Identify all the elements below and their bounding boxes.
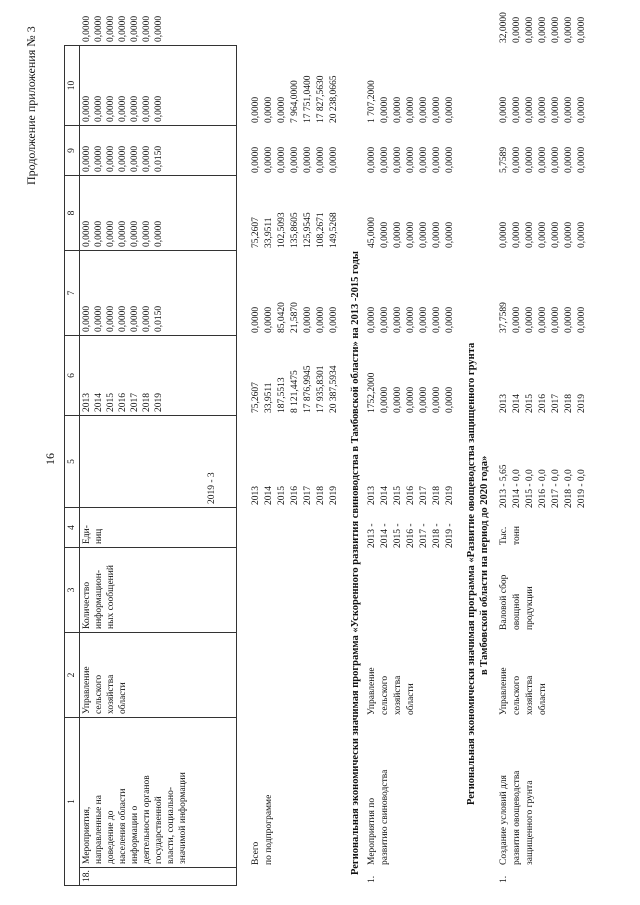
row-number: 1.	[499, 875, 509, 883]
year: 2018	[316, 486, 326, 505]
cell: 0,0000	[445, 306, 455, 333]
col-4: 4	[65, 508, 80, 548]
row18-c7	[80, 176, 237, 251]
cell: 0,0000	[82, 305, 92, 332]
cell: 0,0000	[251, 146, 261, 173]
section1-table	[366, 46, 457, 886]
col-5: 5	[65, 416, 80, 508]
cell: 0,0000	[432, 386, 442, 413]
year: 2016	[538, 394, 548, 413]
line: Еди-	[82, 525, 92, 544]
col-10: 10	[65, 46, 80, 126]
cell: 0,0000	[432, 146, 442, 173]
year: 2018	[432, 486, 442, 505]
page-number: 16	[43, 453, 57, 465]
cell: 149,5268	[329, 212, 339, 248]
line: Управление	[367, 667, 377, 715]
table-row-18: 18. Мероприятия, направленные на доведение до населения области информации о деятельности органов государственной власти, социально- значимой информации Управление сельского хозяйства области Количество информацион- ных сообщений Еди- ниц 2019 - 3 2013 2014 2015 2016 2017 2018 2019 0,0000 0,0000 0,0000 0,0000 0,0000 0,0000 0,0150 0,0000 0,0000 0,0000 0,0000 0,0000 0,0000 0,0000 0,0000 0,0000 0,0000 0,0000 0,0000 0,0000 0,0150 0,0000 0,0000 0,0000 0,0000 0,0000 0,0000 0,0000 0,0000 0,0000 0,0000 0,0000 0,0000 0,0000 0,0000	[80, 46, 237, 886]
cell: 187,5513	[277, 377, 287, 413]
cell: 0,0000	[551, 96, 561, 123]
line: Количество	[82, 581, 92, 629]
cell: 0,0000	[142, 220, 152, 247]
cell: 0,0000	[564, 96, 574, 123]
line: Управление	[499, 667, 509, 715]
cell: 125,9545	[303, 212, 313, 248]
line: сельского	[512, 675, 522, 715]
cell: 0,0000	[142, 145, 152, 172]
cell: 0,0000	[577, 306, 587, 333]
col-6: 6	[65, 336, 80, 416]
cell: 0,0000	[380, 221, 390, 248]
cell: 0,0000	[130, 220, 140, 247]
line: направленные на	[94, 795, 104, 864]
col-8: 8	[65, 176, 80, 251]
year: 2017	[303, 486, 313, 505]
cell: 45,0000	[367, 217, 377, 248]
row18-c8	[80, 126, 237, 176]
cell: 0,0000	[445, 221, 455, 248]
cell: 2019 -	[445, 523, 455, 548]
cell: 0,0000	[499, 221, 509, 248]
cell: 0,0000	[329, 146, 339, 173]
cell: 0,0000	[551, 221, 561, 248]
cell: 0,0000	[538, 146, 548, 173]
cell: 0,0000	[106, 145, 116, 172]
row18-executor	[80, 633, 237, 718]
cell: 0,0000	[118, 220, 128, 247]
year: 2015	[525, 394, 535, 413]
cell: 0,0000	[303, 146, 313, 173]
cell: 0,0000	[118, 95, 128, 122]
cell: 0,0000	[419, 306, 429, 333]
cell: 0,0000	[445, 96, 455, 123]
year: 2018	[142, 393, 152, 412]
cell: 1752,2000	[367, 372, 377, 413]
cell: 2014 - 0,0	[512, 469, 522, 508]
line: развитию свиноводства	[380, 769, 390, 865]
cell: 0,0000	[525, 306, 535, 333]
cell: 0,0000	[419, 221, 429, 248]
cell: 0,0000	[303, 306, 313, 333]
line: хозяйства	[393, 675, 403, 715]
cell: 0,0000	[393, 221, 403, 248]
year: 2014	[380, 486, 390, 505]
section2-table	[498, 12, 589, 886]
row-number: 18.	[80, 868, 237, 886]
cell: 17 935,8301	[316, 365, 326, 413]
year: 2015	[277, 486, 287, 505]
cell: 0,0000	[538, 96, 548, 123]
cell: 0,0000	[432, 221, 442, 248]
cell: 20 238,0665	[329, 75, 339, 123]
cell: 0,0000	[564, 221, 574, 248]
line: Валовой сбор	[499, 574, 509, 630]
year: 2019	[154, 393, 164, 412]
line: тонн	[512, 526, 522, 545]
cell: 0,0000	[499, 96, 509, 123]
cell: 0,0000	[94, 305, 104, 332]
cell: 0,0000	[538, 306, 548, 333]
cell: 2016 - 0,0	[538, 469, 548, 508]
cell: 0,0000	[264, 146, 274, 173]
cell: 0,0000	[577, 221, 587, 248]
cell: 0,0000	[380, 96, 390, 123]
cell: 2014 -	[380, 523, 390, 548]
year: 2015	[393, 486, 403, 505]
cell: 0,0000	[393, 96, 403, 123]
cell: 0,0000	[329, 306, 339, 333]
row18-c6	[80, 251, 237, 336]
cell: 0,0000	[406, 221, 416, 248]
section1-heading: Региональная экономически значимая программа «Ускоренного развития свиноводства в Тамбовской области» на 2013 -2015 годы	[350, 250, 361, 875]
cell: 0,0000	[432, 306, 442, 333]
cell: 17 827,5630	[316, 75, 326, 123]
year: 2014	[512, 394, 522, 413]
cell: 85,0420	[277, 302, 287, 333]
cell: 0,0000	[512, 96, 522, 123]
cell: 0,0000	[419, 386, 429, 413]
main-table	[64, 15, 237, 886]
cell: 17 751,0400	[303, 75, 313, 123]
cell: 0,0000	[130, 95, 140, 122]
cell: 0,0000	[106, 95, 116, 122]
total-row	[250, 46, 341, 886]
row18-col6	[80, 336, 237, 416]
cell: 0,0000	[538, 221, 548, 248]
row18-measure	[80, 718, 237, 868]
line: защищенного грунта	[525, 780, 535, 865]
line: Тыс.	[499, 526, 509, 545]
year: 2013	[251, 486, 261, 505]
cell: 33,9511	[264, 382, 274, 413]
year: 2017	[130, 393, 140, 412]
cell: 0,0000	[445, 386, 455, 413]
cell: 0,0000	[551, 306, 561, 333]
year: 2018	[564, 394, 574, 413]
line: сельского	[94, 674, 104, 714]
cell: 2015 -	[393, 523, 403, 548]
year: 2016	[406, 486, 416, 505]
cell: 0,0000	[251, 306, 261, 333]
cell: 0,0000	[142, 95, 152, 122]
line: продукции	[525, 586, 535, 630]
cell: 0,0000	[393, 146, 403, 173]
cell: 0,0000	[277, 96, 287, 123]
cell: 0,0000	[264, 96, 274, 123]
line: доведение до	[106, 810, 116, 864]
cell: 0,0000	[142, 305, 152, 332]
line: Всего	[251, 841, 261, 865]
col-7: 7	[65, 251, 80, 336]
year: 2013	[499, 394, 509, 413]
cell: 37,7589	[499, 302, 509, 333]
cell: 7 964,0000	[290, 80, 300, 123]
cell: 0,0000	[277, 146, 287, 173]
cell: 8 121,4475	[290, 370, 300, 413]
cell: 0,0000	[512, 146, 522, 173]
cell: 2013 -	[367, 523, 377, 548]
line: хозяйства	[106, 674, 116, 714]
year: 2017	[551, 394, 561, 413]
line: государственной	[154, 796, 164, 864]
line: области	[118, 682, 128, 714]
line: ниц	[94, 528, 104, 544]
cell: 0,0000	[380, 386, 390, 413]
cell: 0,0000	[380, 146, 390, 173]
cell: 0,0000	[367, 146, 377, 173]
year: 2013	[367, 486, 377, 505]
appendix-label: Продолжение приложения № 3	[24, 26, 38, 185]
cell: 0,0000	[419, 96, 429, 123]
column-number-row	[65, 46, 80, 886]
row18-c9	[80, 46, 237, 126]
section2-heading-line1: Региональная экономически значимая программа «Развитие овощеводства защищенного грунта	[466, 342, 477, 805]
year: 2016	[118, 393, 128, 412]
line: 2019 - 3	[207, 472, 217, 504]
col-3: 3	[65, 548, 80, 633]
section1-row	[366, 46, 457, 886]
cell: 0,0000	[551, 146, 561, 173]
line: населения области	[118, 788, 128, 864]
cell: 0,0000	[380, 306, 390, 333]
cell: 0,0000	[82, 95, 92, 122]
row-number: 1.	[367, 875, 377, 883]
cell: 0,0000	[130, 145, 140, 172]
cell: 0,0000	[577, 96, 587, 123]
cell: 0,0000	[432, 96, 442, 123]
line: информацион-	[94, 569, 104, 629]
cell: 2015 - 0,0	[525, 469, 535, 508]
year: 2019	[577, 394, 587, 413]
cell: 0,0000	[525, 96, 535, 123]
row18-indicator	[80, 548, 237, 633]
cell: 2016 -	[406, 523, 416, 548]
cell: 75,2607	[251, 217, 261, 248]
year: 2014	[264, 486, 274, 505]
line: развития овощеводства	[512, 770, 522, 865]
cell: 0,0000	[393, 386, 403, 413]
year: 2019	[445, 486, 455, 505]
cell: 0,0000	[525, 221, 535, 248]
line: Мероприятия,	[82, 806, 92, 864]
cell: 0,0000	[82, 145, 92, 172]
col-2: 2	[65, 633, 80, 718]
row18-value	[80, 416, 237, 508]
cell: 0,0000	[577, 146, 587, 173]
cell: 0,0000	[525, 146, 535, 173]
total-label	[250, 718, 341, 868]
year: 2015	[106, 393, 116, 412]
cell: 0,0000	[406, 146, 416, 173]
line: ных сообщений	[106, 565, 116, 629]
cell: 0,0000	[82, 220, 92, 247]
line: по подпрограмме	[264, 794, 274, 865]
cell: 0,0000	[118, 145, 128, 172]
cell: 0,0000	[406, 306, 416, 333]
cell: 0,0000	[290, 146, 300, 173]
year: 2017	[419, 486, 429, 505]
line: хозяйства	[525, 675, 535, 715]
cell: 0,0000	[316, 146, 326, 173]
line: значимой информации	[178, 772, 188, 864]
line: деятельности органов	[142, 775, 152, 864]
cell: 0,0150	[154, 305, 164, 332]
line: Управление	[82, 666, 92, 714]
cell: 0,0000	[367, 306, 377, 333]
cell: 108,2671	[316, 212, 326, 248]
col-9: 9	[65, 126, 80, 176]
cell: 0,0000	[316, 306, 326, 333]
cell: 21,5870	[290, 302, 300, 333]
cell: 0,0000	[445, 146, 455, 173]
year: 2014	[94, 393, 104, 412]
cell: 2017 -	[419, 523, 429, 548]
cell: 0,0000	[106, 305, 116, 332]
section2-row: 1. Создание условий для развития овощеводства защищенного грунта Управление сельского хозяйства области Валовой сбор овощной продукции Тыс. тонн 2013 - 5,65 2014 - 0,0 2015 - 0,0 2016 - 0,0 2017 - 0,0 2018 - 0,0 2019 - 0,0 2013 2014 2015 2016 2017 2018 2019 37,7589 0,0000 0,0000 0,0000 0,0000 0,0000 0,0000 0,0000 0,0000 0,0000 0,0000 0,0000 0,0000 0,0000 5,7589 0,0000 0,0000 0,0000 0,0000 0,0000 0,0000 0,0000 0,0000 0,0000 0,0000 0,0000 0,0000 0,0000 32,0000 0,0000 0,0000 0,0000 0,0000 0,0000 0,0000	[498, 46, 589, 886]
total-table	[250, 46, 341, 886]
cell: 75,2607	[251, 382, 261, 413]
cell: 0,0000	[130, 305, 140, 332]
cell: 0,0000	[94, 145, 104, 172]
cell: 2013 - 5,65	[499, 464, 509, 508]
cell: 17 876,9945	[303, 365, 313, 413]
cell: 2019 - 0,0	[577, 469, 587, 508]
cell: 0,0000	[564, 146, 574, 173]
cell: 102,5093	[277, 212, 287, 248]
cell: 1 707,2000	[367, 80, 377, 123]
cell: 0,0000	[419, 146, 429, 173]
cell: 5,7589	[499, 146, 509, 173]
cell: 0,0000	[251, 96, 261, 123]
cell: 2017 - 0,0	[551, 469, 561, 508]
line: области	[406, 683, 416, 715]
cell: 0,0000	[94, 95, 104, 122]
line: области	[538, 683, 548, 715]
cell: 135,8605	[290, 212, 300, 248]
cell: 0,0000	[564, 306, 574, 333]
line: власти, социально-	[166, 786, 176, 864]
cell: 0,0000	[118, 305, 128, 332]
cell: 0,0000	[264, 306, 274, 333]
cell: 20 387,5934	[329, 365, 339, 413]
cell: 0,0000	[393, 306, 403, 333]
cell: 2018 - 0,0	[564, 469, 574, 508]
cell: 0,0000	[512, 221, 522, 248]
line: информации о	[130, 805, 140, 864]
cell: 0,0000	[512, 306, 522, 333]
cell: 0,0000	[406, 96, 416, 123]
year: 2019	[329, 486, 339, 505]
cell: 0,0150	[154, 145, 164, 172]
cell: 0,0000	[154, 220, 164, 247]
cell: 0,0000	[154, 95, 164, 122]
year: 2016	[290, 486, 300, 505]
cell: 2018 -	[432, 523, 442, 548]
cell: 0,0000	[94, 220, 104, 247]
col-1: 1	[65, 718, 80, 886]
cell: 0,0000	[406, 386, 416, 413]
cell: 0,0000	[106, 220, 116, 247]
cell: 33,9511	[264, 217, 274, 248]
year: 2013	[82, 393, 92, 412]
line: Создание условий для	[499, 775, 509, 865]
line: овощной	[512, 593, 522, 630]
section2-heading-line2: в Тамбовской области на период до 2020 года»	[479, 455, 490, 675]
line: Мероприятия по	[367, 797, 377, 865]
row18-unit	[80, 508, 237, 548]
line: сельского	[380, 675, 390, 715]
